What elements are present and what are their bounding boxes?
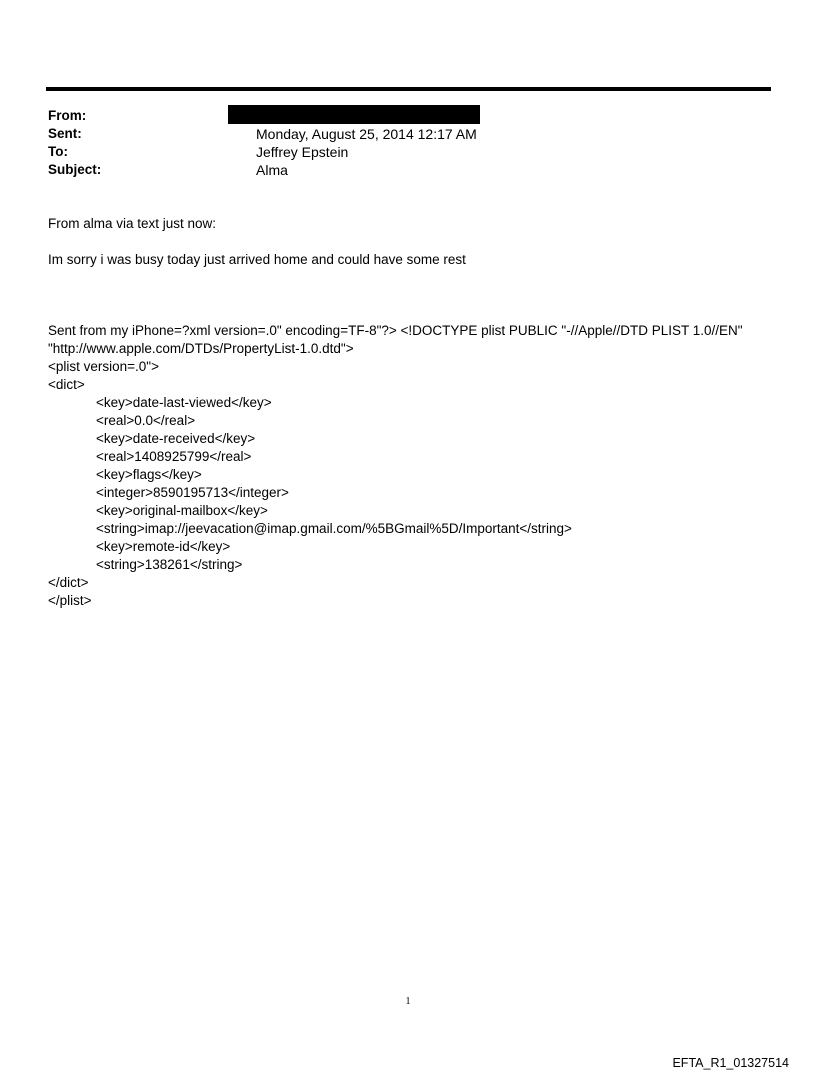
plist-entry: <key>date-last-viewed</key> [96, 395, 272, 410]
plist-entry: <key>original-mailbox</key> [96, 503, 268, 518]
sent-value: Monday, August 25, 2014 12:17 AM [256, 126, 477, 142]
body-intro: From alma via text just now: [48, 216, 217, 231]
sent-label: Sent: [48, 126, 82, 141]
redaction-bar [228, 105, 480, 124]
plist-block [48, 322, 778, 610]
document-id: EFTA_R1_01327514 [672, 1056, 789, 1070]
dict-close-tag: </dict> [48, 575, 89, 590]
plist-close-tag: </plist> [48, 593, 92, 608]
plist-entry: <string>138261</string> [96, 557, 243, 572]
plist-open-tag: <plist version=.0"> [48, 359, 159, 374]
plist-entry: <key>date-received</key> [96, 431, 256, 446]
plist-entry: <real>1408925799</real> [96, 449, 252, 464]
dict-open-tag: <dict> [48, 377, 85, 392]
to-label: To: [48, 144, 68, 159]
subject-label: Subject: [48, 162, 102, 177]
to-row [48, 143, 748, 161]
header-rule [46, 87, 771, 91]
to-value: Jeffrey Epstein [256, 144, 349, 160]
subject-value: Alma [256, 162, 288, 178]
plist-entry: <key>flags</key> [96, 467, 202, 482]
page-number: 1 [405, 996, 411, 1007]
email-header [48, 107, 748, 179]
sent-row [48, 125, 748, 143]
body-message: Im sorry i was busy today just arrived home and could have some rest [48, 252, 466, 267]
plist-sent-line: Sent from my iPhone=?xml version=.0" encoding=TF-8"?> <!DOCTYPE plist PUBLIC "-//Apple//DTD PLIST 1.0//EN" [48, 323, 743, 338]
plist-entry: <real>0.0</real> [96, 413, 196, 428]
plist-entry: <string>imap://jeevacation@imap.gmail.com/%5BGmail%5D/Important</string> [96, 521, 572, 536]
plist-entry: <integer>8590195713</integer> [96, 485, 289, 500]
subject-row [48, 161, 748, 179]
from-label: From: [48, 108, 87, 123]
plist-dtd-line: "http://www.apple.com/DTDs/PropertyList-1.0.dtd"> [48, 341, 354, 356]
from-row [48, 107, 748, 125]
plist-entry: <key>remote-id</key> [96, 539, 231, 554]
